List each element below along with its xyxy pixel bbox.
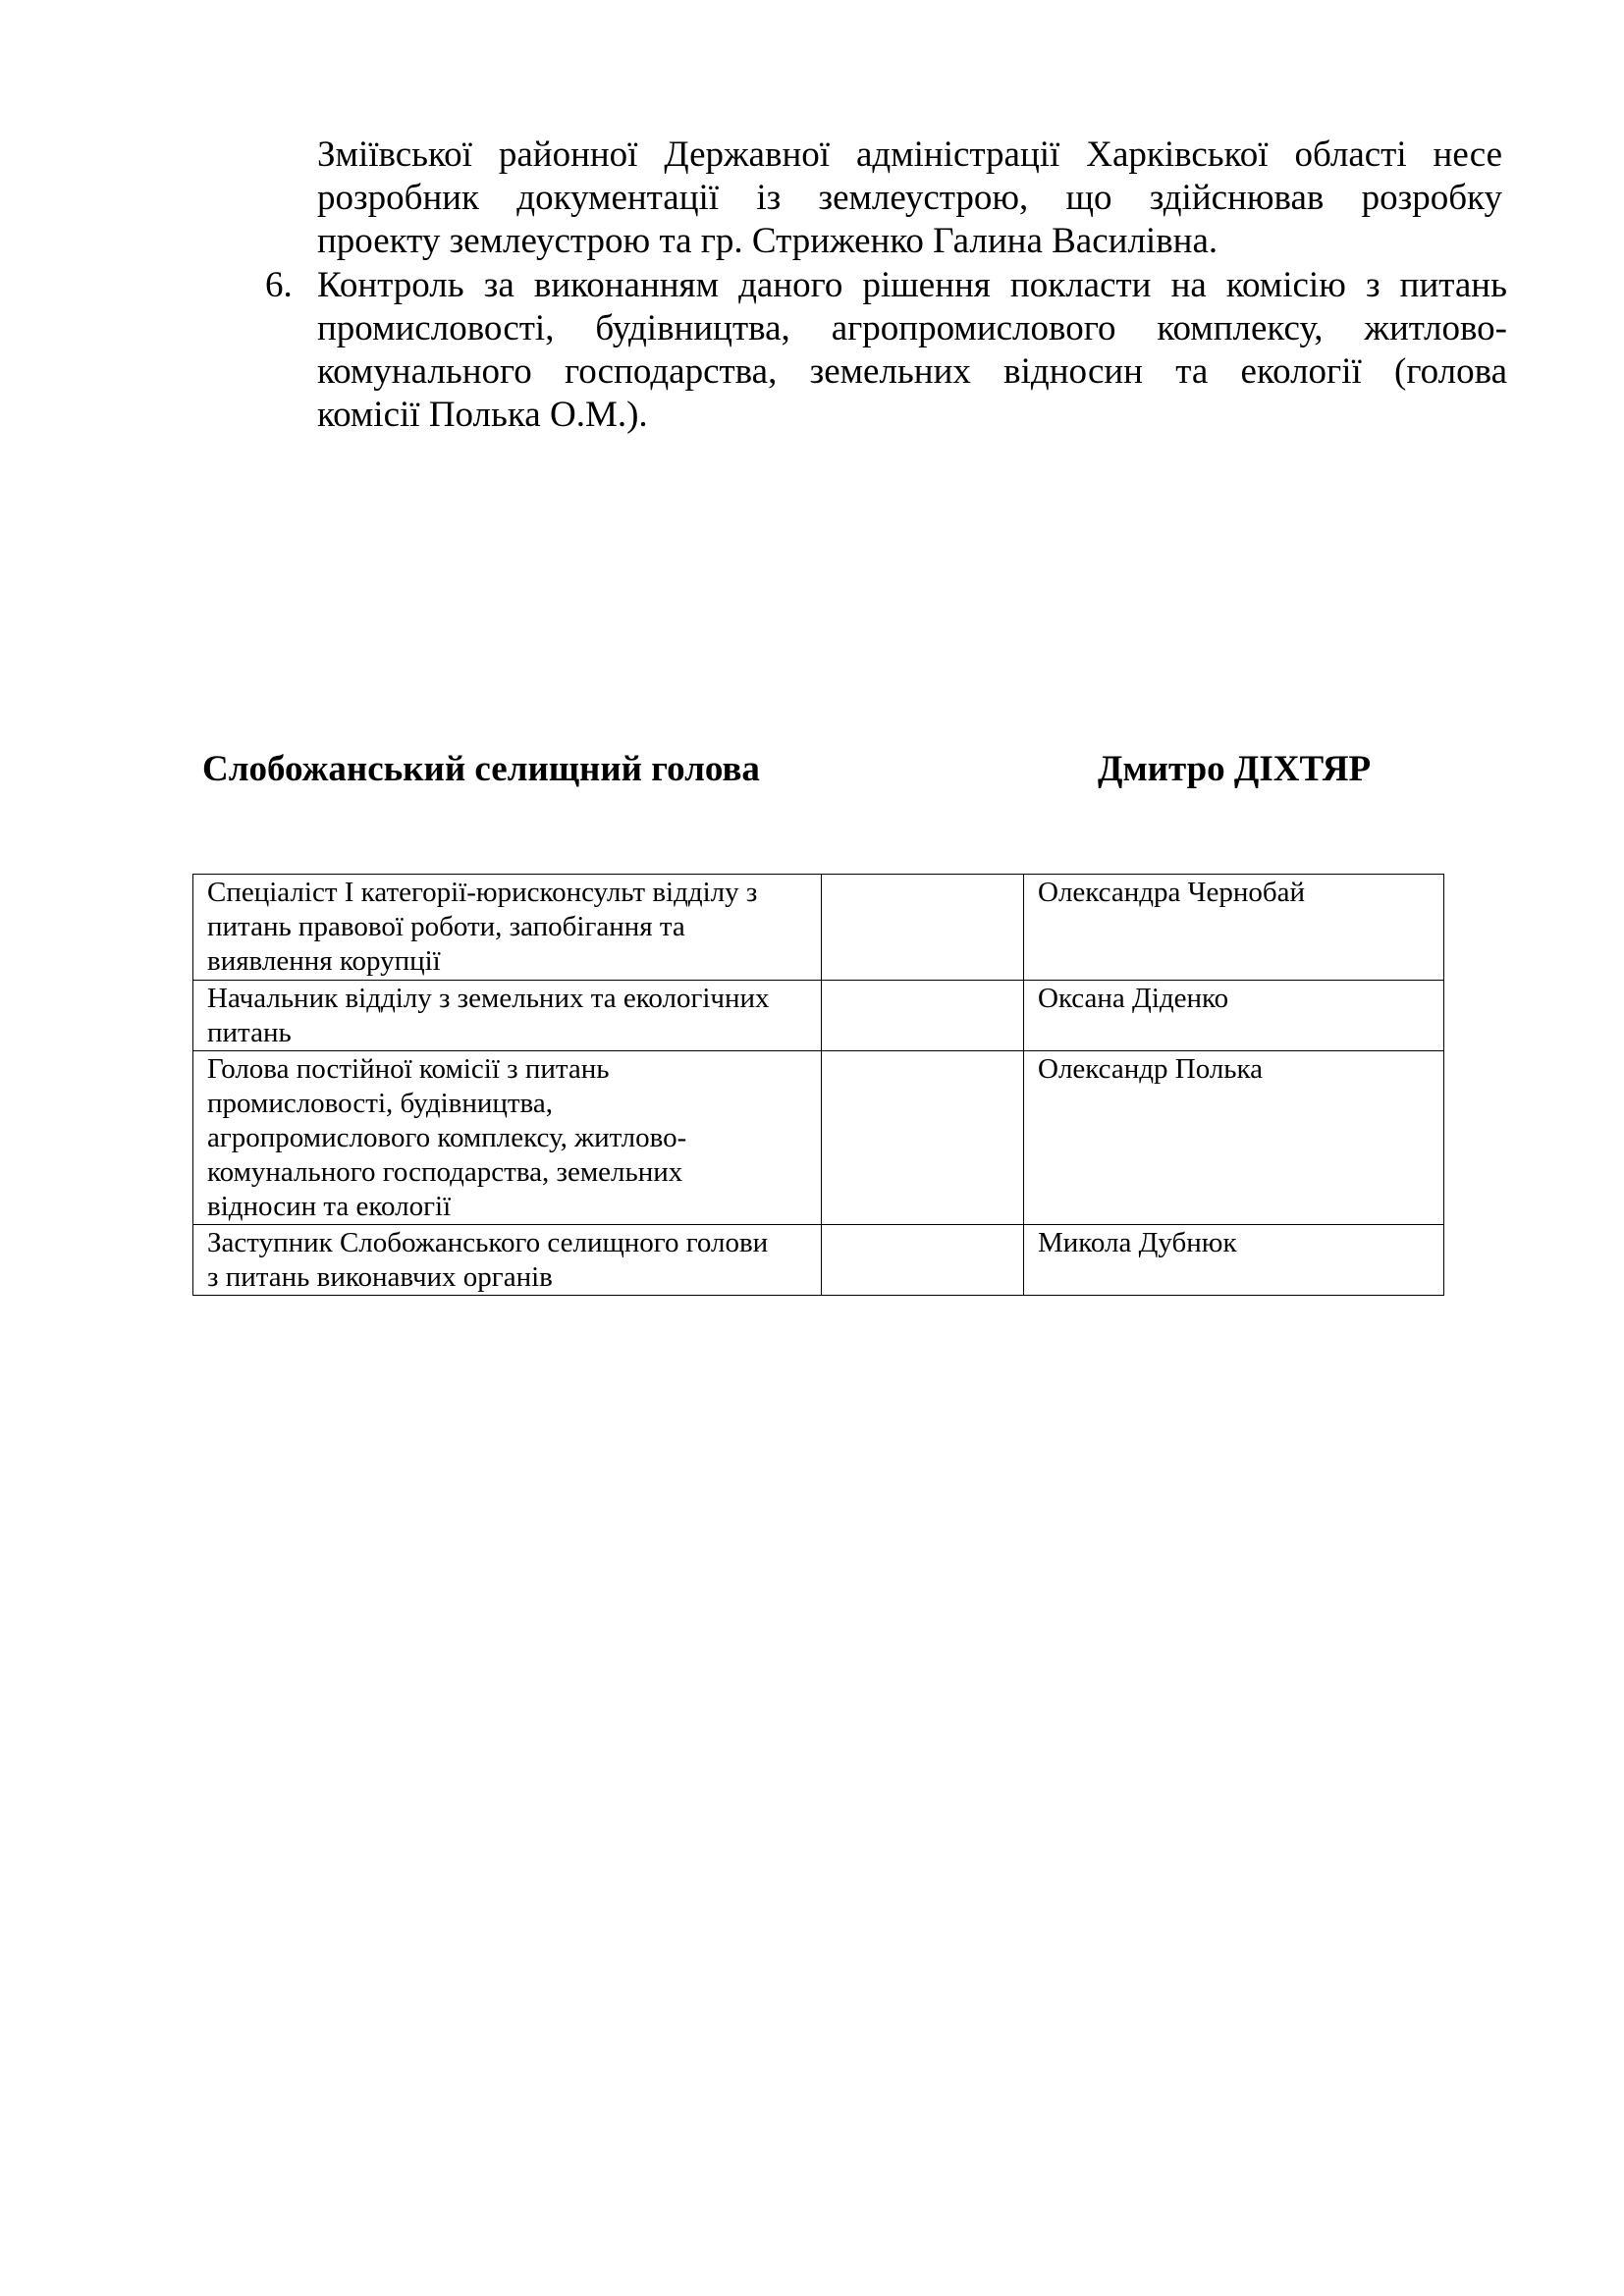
position-cell	[193, 875, 822, 981]
signature-cell	[822, 1225, 1024, 1296]
signature-cell	[822, 875, 1024, 981]
list-item-number: 6.	[265, 265, 293, 305]
table-row	[193, 875, 1444, 981]
table-row	[193, 1051, 1444, 1225]
position-line: з питань виконавчих органів	[207, 1261, 553, 1293]
position-line: Начальник відділу з земельних та екологічних	[207, 983, 770, 1014]
position-line: питань	[207, 1017, 292, 1048]
position-cell	[193, 1225, 822, 1296]
position-line: Голова постійної комісії з питань	[207, 1053, 610, 1085]
paragraph-line: комісії Полька О.М.).	[317, 395, 648, 435]
paragraph-line: комунального господарства, земельних відносин та екології (голова	[317, 351, 1507, 392]
position-cell	[193, 981, 822, 1051]
position-line: промисловості, будівництва,	[207, 1088, 553, 1119]
name-cell: Олександра Чернобай	[1024, 875, 1444, 981]
table-row	[193, 1225, 1444, 1296]
name-cell: Оксана Діденко	[1024, 981, 1444, 1051]
paragraph-line: промисловості, будівництва, агропромислового комплексу, житлово-	[317, 308, 1507, 348]
approval-table	[192, 874, 1444, 1296]
name-cell: Микола Дубнюк	[1024, 1225, 1444, 1296]
position-line: Заступник Слобожанського селищного голови	[207, 1227, 769, 1258]
signatory-title: Слобожанський селищний голова	[202, 749, 760, 789]
paragraph-line: проекту землеустрою та гр. Стриженко Галина Василівна.	[317, 221, 1218, 261]
position-line: виявлення корупції	[207, 945, 441, 977]
paragraph-line: Контроль за виконанням даного рішення покласти на комісію з питань	[317, 265, 1507, 305]
signature-cell	[822, 1051, 1024, 1225]
position-line: Спеціаліст І категорії-юрисконсульт відділу з	[207, 877, 758, 908]
name-cell: Олександр Полька	[1024, 1051, 1444, 1225]
position-cell	[193, 1051, 822, 1225]
position-line: питань правової роботи, запобігання та	[207, 911, 685, 942]
table-row	[193, 981, 1444, 1051]
position-line: відносин та екології	[207, 1191, 452, 1222]
paragraph-line: Зміївської районної Державної адміністрації Харківської області несе	[317, 134, 1502, 175]
list-item-text	[317, 264, 1507, 437]
continuation-paragraph	[317, 133, 1502, 263]
paragraph-line: розробник документації із землеустрою, що здійснював розробку	[317, 178, 1502, 218]
position-line: комунального господарства, земельних	[207, 1156, 683, 1188]
signature-cell	[822, 981, 1024, 1051]
position-line: агропромислового комплексу, житлово-	[207, 1122, 687, 1153]
signatory-name: Дмитро ДІХТЯР	[1098, 749, 1372, 789]
